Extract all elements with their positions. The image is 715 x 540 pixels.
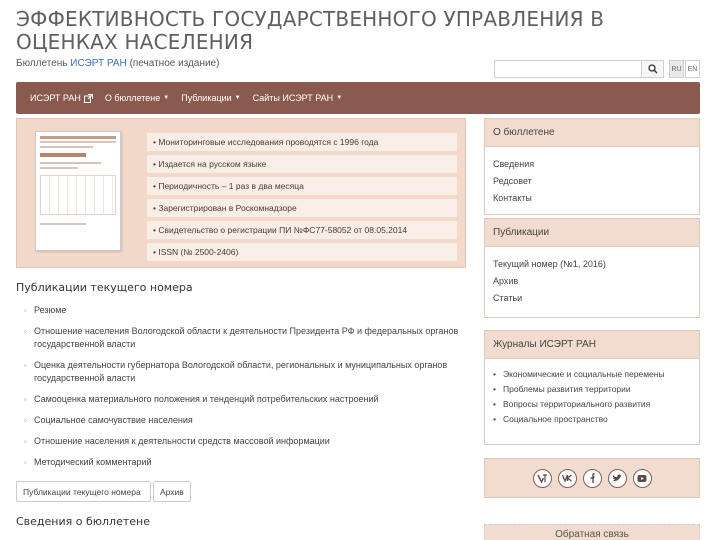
publication-link[interactable]: ◦ Отношение населения к деятельности средств массовой информации (24, 435, 464, 448)
publications-list (24, 304, 464, 477)
banner-fact: • Зарегистрирован в Роскомнадзоре (147, 199, 457, 217)
current-issue-tab[interactable]: Публикации текущего номера (16, 481, 151, 502)
journal-link[interactable]: • Экономические и социальные перемены (493, 369, 691, 379)
publication-link[interactable]: ◦ Социальное самочувствие населения (24, 414, 464, 427)
current-issue-heading: Публикации текущего номера (16, 281, 193, 294)
search-input[interactable] (495, 61, 641, 77)
feedback-panel[interactable]: Обратная связь (484, 524, 700, 540)
publication-link[interactable]: ◦ Методический комментарий (24, 456, 464, 469)
twitter-icon[interactable] (608, 469, 627, 488)
journal-link[interactable]: • Социальное пространство (493, 414, 691, 424)
youtube-icon[interactable] (633, 469, 652, 488)
banner-fact: • ISSN (№ 2500-2406) (147, 243, 457, 261)
banner-fact: • Периодичность – 1 раз в два месяца (147, 177, 457, 195)
banner-fact: • Свидетельство о регистрации ПИ №ФС77-58052 от 08.05.2014 (147, 221, 457, 239)
subtitle-prefix: Бюллетень (16, 58, 68, 69)
pub-link-articles[interactable]: Статьи (493, 292, 523, 303)
facebook-icon[interactable] (583, 469, 602, 488)
pub-link-current[interactable]: Текущий номер (№1, 2016) (493, 258, 606, 269)
banner-fact: • Издается на русском языке (147, 155, 457, 173)
lang-ru-button[interactable]: RU (669, 60, 684, 78)
about-panel (484, 118, 700, 215)
journals-panel (484, 330, 700, 445)
social-links (484, 458, 700, 498)
about-bulletin-heading: Сведения о бюллетене (16, 515, 150, 528)
journal-link[interactable]: • Вопросы территориального развития (493, 399, 691, 409)
caret-down-icon: ▼ (336, 95, 343, 101)
banner-facts (147, 133, 457, 265)
lang-en-button[interactable]: EN (685, 60, 700, 78)
about-panel-title: О бюллетене (485, 119, 699, 147)
nav-iser-ran[interactable] (30, 93, 93, 103)
publication-link[interactable]: ◦ Оценка деятельности губернатора Вологодской области, региональных и муниципальных органов государственной власти (24, 359, 464, 385)
publication-link[interactable]: ◦ Отношение населения Вологодской области к деятельности Президента РФ и федеральных органов государственной власти (24, 325, 464, 351)
archive-tab[interactable]: Архив (153, 481, 191, 502)
bulletin-cover-image (35, 131, 121, 251)
search-button[interactable] (641, 61, 663, 77)
site-subtitle (16, 58, 219, 69)
external-link-icon (84, 94, 93, 103)
about-link-contacts[interactable]: Контакты (493, 192, 532, 203)
subtitle-suffix: (печатное издание) (129, 58, 220, 69)
pub-link-archive[interactable]: Архив (493, 275, 519, 286)
journal-link[interactable]: • Проблемы развития территории (493, 384, 691, 394)
search-icon (648, 64, 658, 74)
search-box (494, 60, 664, 78)
nav-label: Сайты ИСЭРТ РАН (252, 93, 334, 103)
about-link-info[interactable]: Сведения (493, 158, 535, 169)
site-title: ЭФФЕКТИВНОСТЬ ГОСУДАРСТВЕННОГО УПРАВЛЕНИЯ В ОЦЕНКАХ НАСЕЛЕНИЯ (16, 7, 605, 54)
caret-down-icon: ▼ (234, 95, 241, 101)
nav-label: Публикации (181, 93, 232, 103)
publication-link[interactable]: ◦ Самооценка материального положения и тенденций потребительских настроений (24, 393, 464, 406)
nav-sites[interactable] (253, 93, 343, 103)
info-banner (16, 118, 466, 268)
nav-publications[interactable] (181, 93, 240, 103)
main-navbar (16, 82, 700, 114)
publication-link[interactable]: ◦ Резюме (24, 304, 464, 317)
publications-panel-title: Публикации (485, 219, 699, 247)
odnoklassniki-icon[interactable] (533, 469, 552, 488)
vk-icon[interactable] (558, 469, 577, 488)
nav-about[interactable] (105, 93, 169, 103)
nav-label: ИСЭРТ РАН (30, 93, 81, 103)
caret-down-icon: ▼ (163, 95, 170, 101)
journals-panel-title: Журналы ИСЭРТ РАН (485, 331, 699, 359)
publications-panel (484, 218, 700, 318)
nav-label: О бюллетене (104, 93, 161, 103)
about-link-board[interactable]: Редсовет (493, 175, 532, 186)
org-link[interactable]: ИСЭРТ РАН (70, 58, 127, 69)
banner-fact: • Мониторинговые исследования проводятся с 1996 года (147, 133, 457, 151)
